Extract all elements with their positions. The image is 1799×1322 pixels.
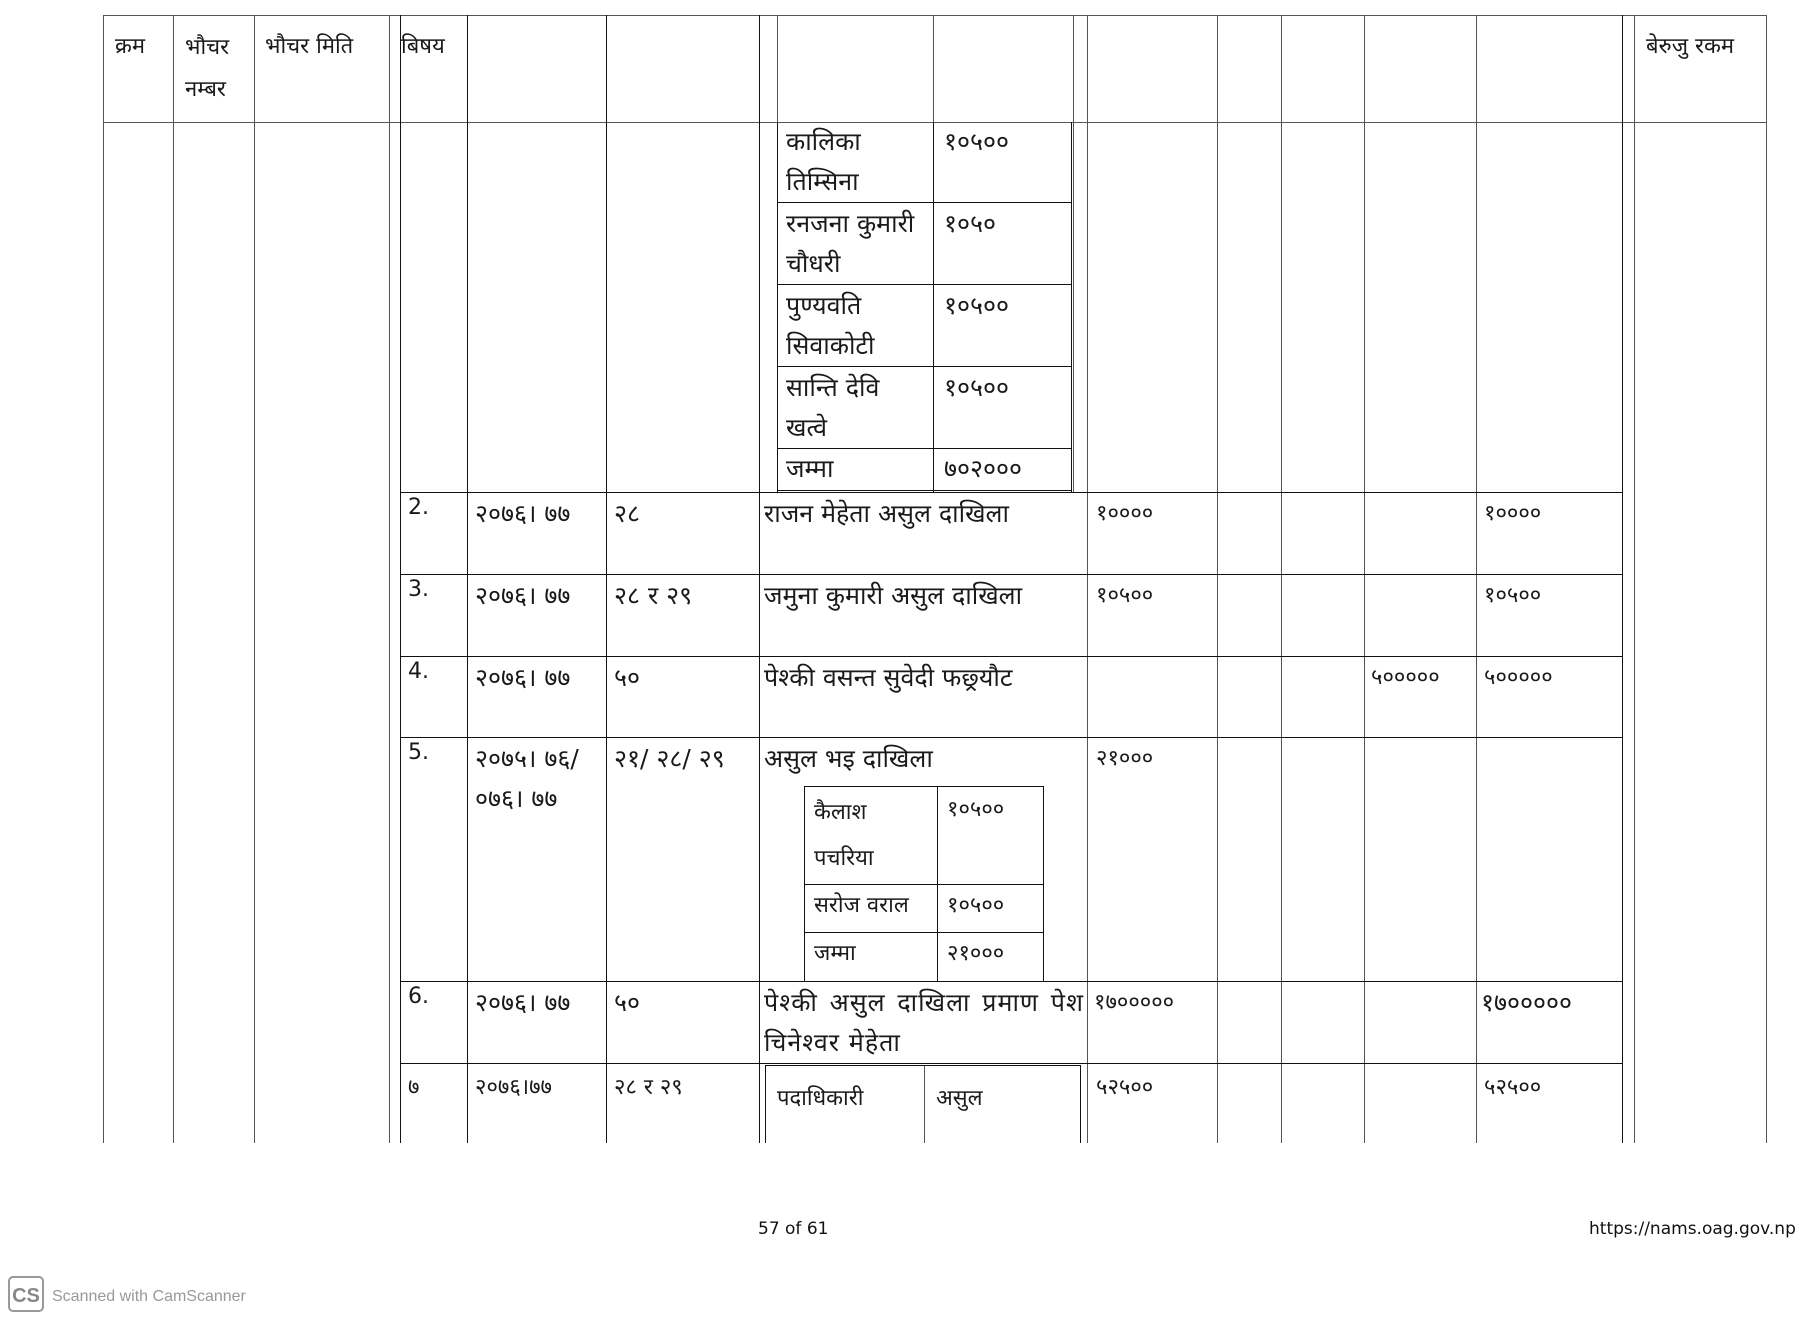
row-amount1: १०००० [1096, 501, 1154, 526]
row-total: १०००० [1484, 501, 1542, 526]
col-line [1087, 15, 1088, 1143]
row-sn: ७ [408, 1075, 420, 1100]
row-year: २०७६। ७७ [475, 499, 571, 528]
header-beruju-rakam: बेरुजु रकम [1646, 34, 1735, 59]
inner-table-1-border [1071, 122, 1072, 492]
row-subject: पेश्की असुल दाखिला प्रमाण पेश चिनेश्वर मेहेता [764, 988, 1084, 1057]
row-sn: 4. [408, 659, 429, 684]
inner-table-3-border [924, 1065, 925, 1143]
header-voucher-date: भौचर मिति [265, 34, 354, 59]
row-subject: जमुना कुमारी असुल दाखिला [764, 581, 1023, 610]
col-line [1476, 15, 1477, 1143]
row-line [400, 492, 1623, 493]
row-line [400, 1063, 1623, 1064]
row-sn: 6. [408, 984, 429, 1009]
header-voucher-number: भौचर नम्बर [185, 35, 230, 102]
row-subject: राजन मेहेता असुल दाखिला [764, 499, 1009, 528]
inner-1-name: रनजना कुमारी चौधरी [786, 209, 915, 278]
row-year: २०७६। ७७ [475, 581, 571, 610]
row-line [400, 656, 1623, 657]
inner-2-amount: २१००० [947, 941, 1005, 966]
col-line [389, 15, 390, 1143]
inner-2-name: सरोज वराल [814, 893, 909, 918]
row-total: १०५०० [1484, 583, 1542, 608]
row-amount1: १७००००० [1094, 990, 1175, 1015]
inner-2-amount: १०५०० [947, 797, 1005, 822]
row-total: ५२५०० [1484, 1075, 1542, 1100]
col-line [606, 15, 607, 1143]
row-line [400, 574, 1623, 575]
row-sn: 5. [408, 740, 429, 765]
col-line [1622, 15, 1623, 1143]
inner-3-col1: पदाधिकारी [777, 1086, 864, 1111]
row-total: ५००००० [1484, 665, 1553, 690]
inner-1-name: कालिका तिम्सिना [786, 127, 861, 196]
header-bishay: बिषय [401, 34, 445, 59]
inner-1-name: सान्ति देवि खत्वे [786, 373, 880, 442]
col-line [1217, 15, 1218, 1143]
row-sn: 3. [408, 577, 429, 602]
inner-table-3-row-line [765, 1065, 1081, 1066]
inner-1-amount: १०५०० [944, 127, 1010, 156]
row-year: २०७६।७७ [475, 1075, 552, 1100]
inner-1-name: पुण्यवति सिवाकोटी [786, 291, 875, 360]
inner-table-2-row-line [804, 932, 1044, 933]
camscanner-watermark: Scanned with CamScanner [52, 1288, 246, 1305]
camscanner-logo-icon: CS [8, 1276, 44, 1312]
row-subject: असुल भइ दाखिला [764, 744, 933, 773]
col-line [1766, 15, 1767, 1143]
row-total: १७००००० [1481, 988, 1573, 1017]
header-bottom-border [103, 122, 1767, 123]
row-line [400, 737, 1623, 738]
row-voucher: ५० [614, 988, 641, 1017]
row-amount1: ५२५०० [1096, 1075, 1154, 1100]
inner-1-amount: १०५०० [944, 291, 1010, 320]
col-line [1281, 15, 1282, 1143]
inner-1-name: जम्मा [786, 454, 834, 483]
row-voucher: २१/ २८/ २९ [614, 744, 725, 773]
row-year: २०७५। ७६/ ०७६। ७७ [475, 744, 579, 813]
row-voucher: २८ [614, 499, 641, 528]
inner-table-1-row-line [777, 366, 1072, 367]
col-line [103, 15, 104, 1143]
row-amount1: २१००० [1096, 746, 1154, 771]
inner-1-amount: १०५० [944, 209, 997, 238]
row-sn: 2. [408, 495, 429, 520]
header-kram: क्रम [115, 34, 146, 59]
inner-1-amount: १०५०० [944, 373, 1010, 402]
inner-2-name: कैलाश पचरिया [814, 800, 874, 871]
row-voucher: २८ र २९ [614, 1075, 683, 1100]
inner-table-2-row-line [804, 786, 1044, 787]
col-line [1634, 15, 1635, 1143]
inner-2-name: जम्मा [814, 941, 856, 966]
inner-table-1-row-line [777, 284, 1072, 285]
page-number: 57 of 61 [758, 1219, 829, 1239]
row-subject: पेश्की वसन्त सुवेदी फछ्र्यौट [764, 663, 1013, 692]
col-line [759, 15, 760, 1143]
col-line [254, 15, 255, 1143]
row-year: २०७६। ७७ [475, 663, 571, 692]
inner-table-2-row-line [804, 884, 1044, 885]
inner-table-3-border [1080, 1065, 1081, 1143]
inner-table-1-border [777, 122, 778, 492]
col-line [173, 15, 174, 1143]
col-line [1364, 15, 1365, 1143]
col-line [400, 15, 401, 1143]
row-voucher: ५० [614, 663, 641, 692]
source-url[interactable]: https://nams.oag.gov.np [1589, 1219, 1796, 1239]
row-line [400, 981, 1623, 982]
inner-3-col2: असुल [936, 1086, 983, 1111]
inner-table-1-row-line [777, 490, 1072, 491]
col-line [1073, 15, 1074, 492]
inner-table-3-border [765, 1065, 766, 1143]
table-top-border [103, 15, 1767, 16]
inner-1-amount: ७०२००० [944, 454, 1023, 483]
row-voucher: २८ र २९ [614, 581, 693, 610]
inner-table-1-row-line [777, 202, 1072, 203]
col-line [467, 15, 468, 1143]
inner-2-amount: १०५०० [947, 893, 1005, 918]
row-amount1: १०५०० [1096, 583, 1154, 608]
row-year: २०७६। ७७ [475, 988, 571, 1017]
row-amount2: ५००००० [1371, 665, 1440, 690]
inner-table-1-border [933, 122, 934, 492]
